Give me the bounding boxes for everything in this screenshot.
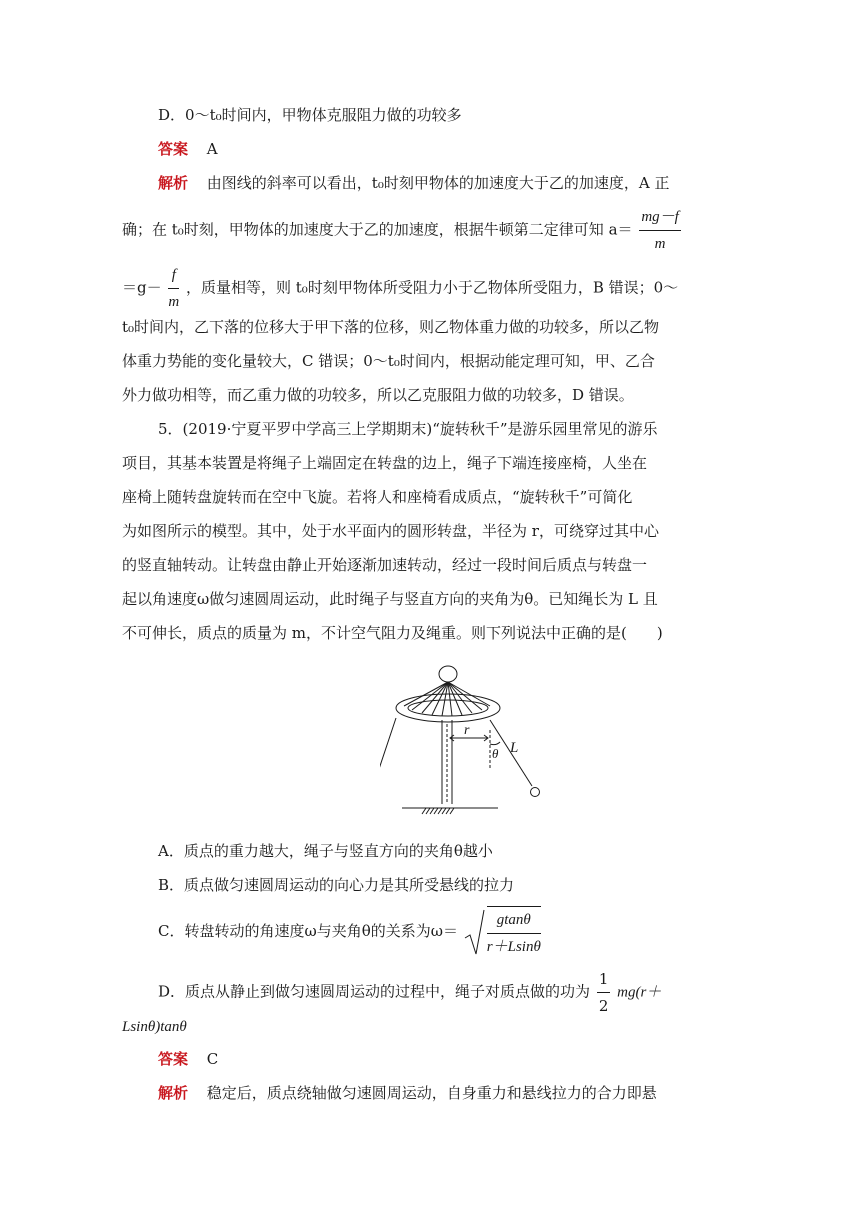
fraction-f-over-m: [168, 264, 179, 313]
fraction-half: [597, 968, 611, 1017]
canopy-spokes: [404, 682, 490, 716]
option-a: A．质点的重力越大，绳子与竖直方向的夹角θ越小: [158, 842, 493, 860]
top-knob: [439, 666, 457, 682]
turntable-outer: [396, 694, 500, 722]
question-5-line-3: 座椅上随转盘旋转而在空中飞旋。若将人和座椅看成质点，“旋转秋千”可简化: [122, 488, 633, 506]
analysis-line-6: 外力做功相等，而乙重力做的功较多，所以乙克服阻力做的功较多，D 错误。: [122, 386, 634, 404]
analysis-line-4: t₀时间内，乙下落的位移大于甲下落的位移，则乙物体重力做的功较多，所以乙物: [122, 318, 660, 336]
analysis-line-5: 体重力势能的变化量较大，C 错误；0～t₀时间内，根据动能定理可知，甲、乙合: [122, 352, 655, 370]
answer-value: C: [206, 1050, 219, 1068]
analysis-line-1: [158, 176, 669, 191]
analysis-text: ＝g－: [122, 278, 162, 297]
fraction-a: [639, 206, 681, 255]
analysis-2-line-1: [158, 1086, 657, 1101]
option-d-line-2: Lsinθ)tanθ: [122, 1019, 187, 1035]
analysis-line-2: [122, 206, 683, 255]
swing-ride-figure: [380, 660, 560, 816]
option-c: [158, 906, 543, 958]
ground-hatching: [422, 808, 454, 814]
sqrt-expression: [463, 906, 543, 958]
option-b: B．质点做匀速圆周运动的向心力是其所受悬线的拉力: [158, 876, 515, 894]
question-5-line-6: 起以角速度ω做匀速圆周运动，此时绳子与竖直方向的夹角为θ。已知绳长为 L 且: [122, 590, 658, 608]
fraction-numerator: gtanθ: [487, 909, 541, 934]
analysis-label: 解析: [158, 1084, 189, 1102]
analysis-text: 稳定后，质点绕轴做匀速圆周运动，自身重力和悬线拉力的合力即悬: [206, 1084, 657, 1102]
fraction-numerator: mg－f: [639, 206, 681, 231]
answer-label: 答案: [158, 140, 189, 158]
theta-arc: [490, 742, 500, 745]
question-5-line-5: 的竖直轴转动。让转盘由静止开始逐渐加速转动，经过一段时间后质点与转盘一: [122, 556, 648, 574]
answer-row-1: [158, 142, 218, 157]
option-c-text: C．转盘转动的角速度ω与夹角θ的关系为ω＝: [158, 922, 458, 940]
analysis-text: ，质量相等，则 t₀时刻甲物体所受阻力小于乙物体所受阻力，B 错误；0～: [186, 278, 679, 297]
label-r: r: [464, 723, 470, 738]
analysis-text: 确；在 t₀时刻，甲物体的加速度大于乙的加速度，根据牛顿第二定律可知 a＝: [122, 220, 633, 239]
label-theta: θ: [492, 746, 499, 761]
analysis-line-3: [122, 264, 678, 313]
fraction-denominator: r＋Lsinθ: [486, 939, 541, 955]
question-5-line-1: 5．(2019·宁夏平罗中学高三上学期期末)“旋转秋千”是游乐园里常见的游乐: [158, 420, 658, 438]
analysis-text: 由图线的斜率可以看出，t₀时刻甲物体的加速度大于乙的加速度，A 正: [206, 174, 670, 192]
fraction-numerator: 1: [597, 968, 611, 993]
right-seat: [531, 788, 540, 797]
fraction-denominator: m: [168, 294, 180, 310]
prev-option-d: D．0～t₀时间内，甲物体克服阻力做的功较多: [158, 106, 462, 124]
fraction-omega: [487, 906, 541, 958]
analysis-label: 解析: [158, 174, 189, 192]
fraction-denominator: 2: [598, 997, 609, 1015]
fraction-numerator: f: [168, 264, 179, 289]
turntable-inner: [408, 700, 488, 716]
fraction-denominator: m: [654, 236, 666, 252]
answer-value: A: [206, 140, 218, 158]
question-5-line-4: 为如图所示的模型。其中，处于水平面内的圆形转盘，半径为 r，可绕穿过其中心: [122, 522, 659, 540]
option-d-text: D．质点从静止到做匀速圆周运动的过程中，绳子对质点做的功为: [158, 982, 591, 1001]
label-L: L: [510, 740, 519, 756]
option-d-formula: mg(r＋: [617, 984, 662, 1001]
question-5-line-2: 项目，其基本装置是将绳子上端固定在转盘的边上，绳子下端连接座椅，人坐在: [122, 454, 648, 472]
radical-sign: [463, 908, 485, 956]
option-d: [158, 968, 661, 1017]
left-rope: [380, 718, 396, 784]
answer-label: 答案: [158, 1050, 189, 1068]
answer-row-2: [158, 1052, 218, 1067]
question-5-line-7: 不可伸长，质点的质量为 m，不计空气阻力及绳重。则下列说法中正确的是( ): [122, 624, 663, 642]
